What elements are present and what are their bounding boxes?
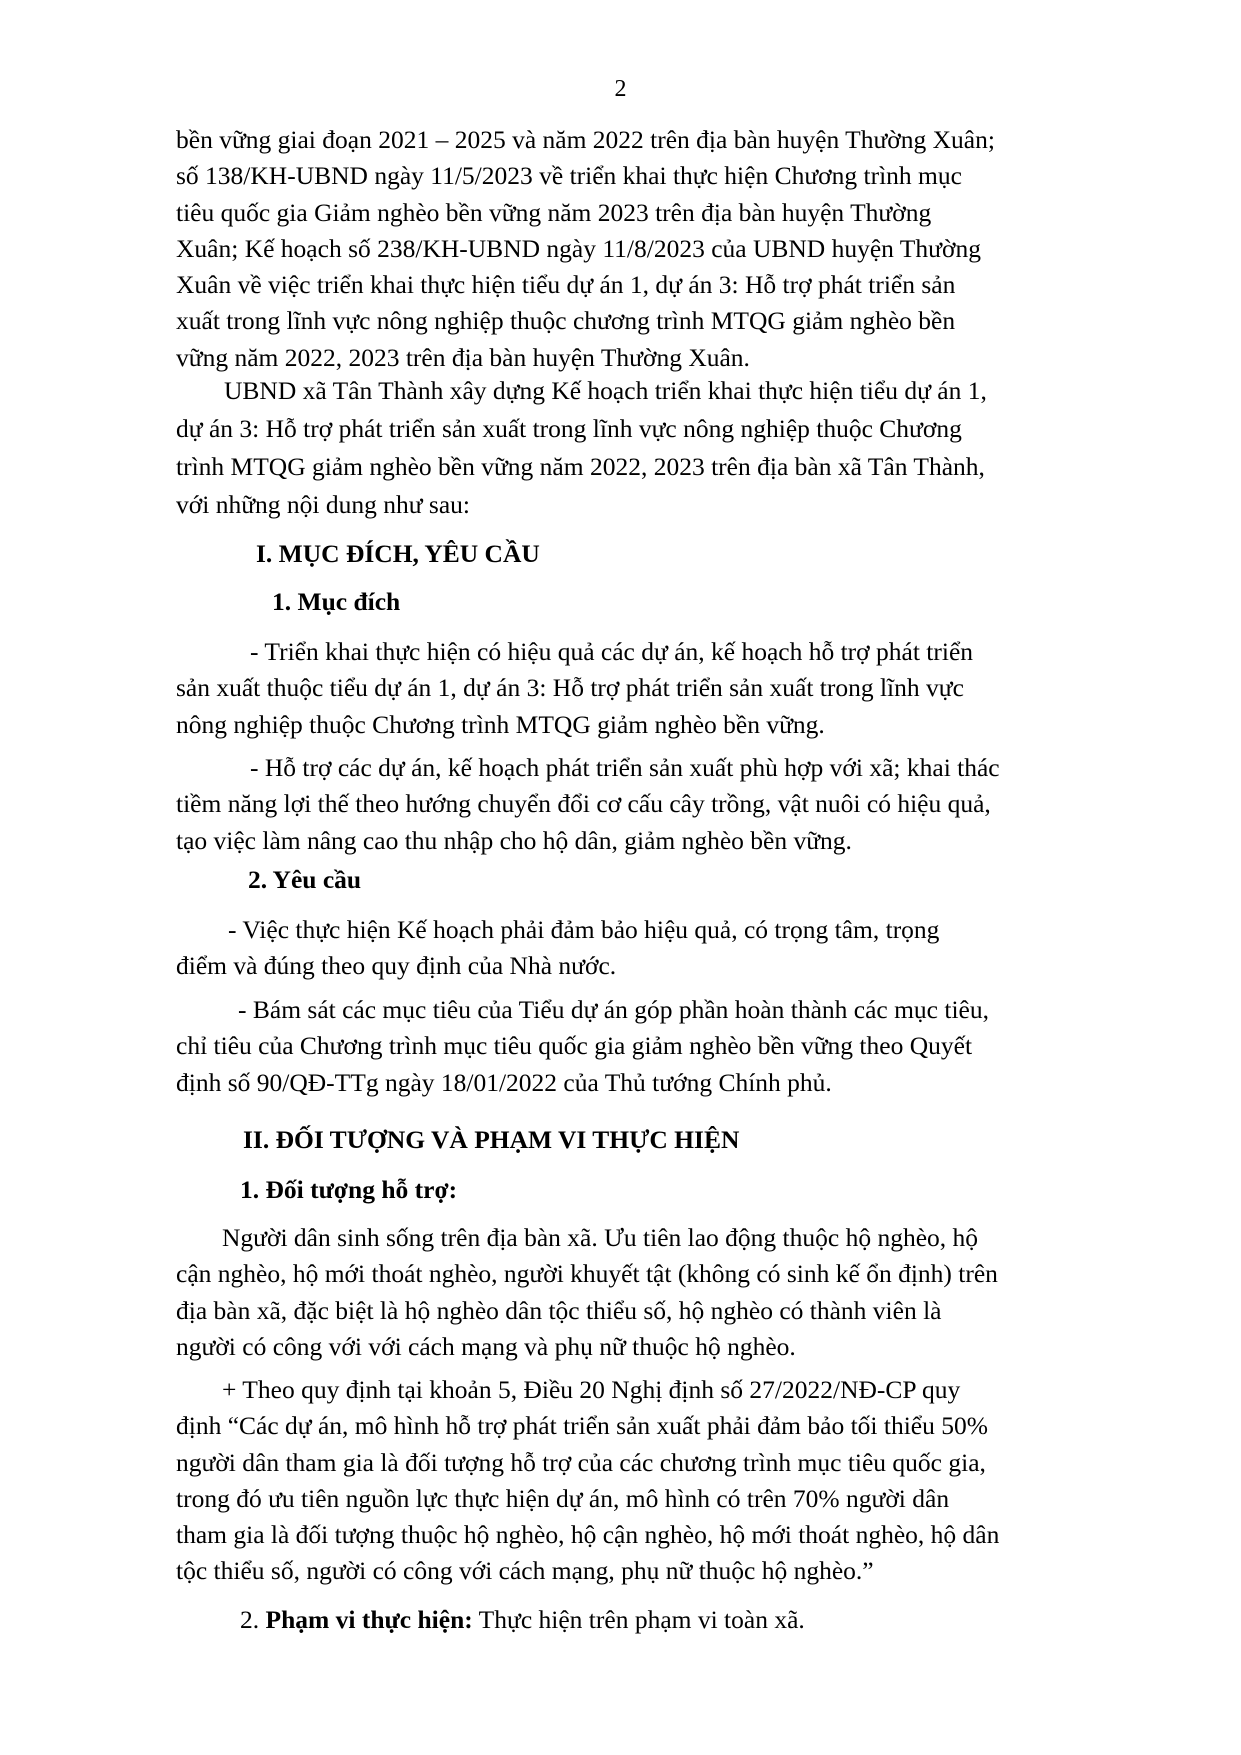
yeu-cau-heading: 2. Yêu cầu — [248, 865, 362, 894]
text-line: xuất trong lĩnh vực nông nghiệp thuộc chương trình MTQG giảm nghèo bền — [176, 306, 956, 336]
text-line: dự án 3: Hỗ trợ phát triển sản xuất trong lĩnh vực nông nghiệp thuộc Chương — [176, 414, 962, 443]
text-line: trình MTQG giảm nghèo bền vững năm 2022, 2023 trên địa bàn xã Tân Thành, — [176, 452, 985, 481]
text-line: người dân tham gia là đối tượng hỗ trợ của các chương trình mục tiêu quốc gia, — [176, 1447, 986, 1477]
muc-dich-heading: 1. Mục đích — [272, 587, 401, 616]
text-line: UBND xã Tân Thành xây dựng Kế hoạch triển khai thực hiện tiểu dự án 1, — [224, 376, 987, 405]
muc-dich-paragraph-1 — [176, 634, 1112, 743]
text-line: trong đó ưu tiên nguồn lực thực hiện dự án, mô hình có trên 70% người dân — [176, 1483, 950, 1513]
yeu-cau-paragraph-2 — [176, 992, 1112, 1101]
doi-tuong-paragraph-2 — [176, 1372, 1112, 1590]
text-line: - Triển khai thực hiện có hiệu quả các dự án, kế hoạch hỗ trợ phát triển — [250, 637, 974, 666]
text-line: tộc thiểu số, người có công với cách mạng, phụ nữ thuộc hộ nghèo.” — [176, 1556, 874, 1586]
section-2-heading: II. ĐỐI TƯỢNG VÀ PHẠM VI THỰC HIỆN — [243, 1125, 740, 1154]
text-line: sản xuất thuộc tiểu dự án 1, dự án 3: Hỗ trợ phát triển sản xuất trong lĩnh vực — [176, 673, 964, 703]
text-line: điểm và đúng theo quy định của Nhà nước. — [176, 951, 617, 981]
text-line: tạo việc làm nâng cao thu nhập cho hộ dân, giảm nghèo bền vững. — [176, 825, 852, 855]
doi-tuong-paragraph-1 — [176, 1220, 1112, 1365]
text-line: cận nghèo, hộ mới thoát nghèo, người khuyết tật (không có sinh kế ổn định) trên — [176, 1259, 998, 1289]
text-line: định số 90/QĐ-TTg ngày 18/01/2022 của Thủ tướng Chính phủ. — [176, 1067, 832, 1097]
text-line: - Bám sát các mục tiêu của Tiểu dự án góp phần hoàn thành các mục tiêu, — [238, 995, 989, 1024]
text-line: + Theo quy định tại khoản 5, Điều 20 Nghị định số 27/2022/NĐ-CP quy — [222, 1375, 961, 1404]
muc-dich-paragraph-2 — [176, 750, 1112, 859]
text-line: nông nghiệp thuộc Chương trình MTQG giảm nghèo bền vững. — [176, 709, 825, 739]
text-line: tham gia là đối tượng thuộc hộ nghèo, hộ cận nghèo, hộ mới thoát nghèo, hộ dân — [176, 1520, 1000, 1550]
text-line: Xuân; Kế hoạch số 238/KH-UBND ngày 11/8/2023 của UBND huyện Thường — [176, 233, 981, 263]
section-1-heading: I. MỤC ĐÍCH, YÊU CẦU — [256, 539, 540, 568]
text-line: bền vững giai đoạn 2021 – 2025 và năm 2022 trên địa bàn huyện Thường Xuân; — [176, 125, 995, 154]
text-line: địa bàn xã, đặc biệt là hộ nghèo dân tộc thiểu số, hộ nghèo có thành viên là — [176, 1295, 942, 1325]
pham-vi-number: 2. — [240, 1605, 266, 1634]
text-line: chỉ tiêu của Chương trình mục tiêu quốc gia giảm nghèo bền vững theo Quyết — [176, 1031, 973, 1061]
text-line: số 138/KH-UBND ngày 11/5/2023 về triển khai thực hiện Chương trình mục — [176, 161, 962, 191]
text-line: - Việc thực hiện Kế hoạch phải đảm bảo hiệu quả, có trọng tâm, trọng — [228, 915, 940, 944]
text-line: Xuân về việc triển khai thực hiện tiểu dự án 1, dự án 3: Hỗ trợ phát triển sản — [176, 270, 956, 300]
text-line: vững năm 2022, 2023 trên địa bàn huyện Thường Xuân. — [176, 342, 750, 372]
page-number: 2 — [614, 76, 627, 102]
text-line: Người dân sinh sống trên địa bàn xã. Ưu tiên lao động thuộc hộ nghèo, hộ — [222, 1223, 979, 1252]
doi-tuong-heading: 1. Đối tượng hỗ trợ: — [240, 1175, 458, 1204]
intro-paragraph — [176, 122, 1112, 376]
ubnd-paragraph — [176, 372, 1112, 524]
yeu-cau-paragraph-1 — [176, 912, 1112, 985]
pham-vi-text: Thực hiện trên phạm vi toàn xã. — [472, 1605, 805, 1634]
pham-vi-paragraph — [240, 1602, 1110, 1638]
text-line: định “Các dự án, mô hình hỗ trợ phát triển sản xuất phải đảm bảo tối thiểu 50% — [176, 1411, 988, 1441]
text-line: - Hỗ trợ các dự án, kế hoạch phát triển sản xuất phù hợp với xã; khai thác — [250, 753, 1000, 782]
text-line: với những nội dung như sau: — [176, 490, 470, 519]
pham-vi-label: Phạm vi thực hiện: — [265, 1605, 473, 1634]
text-line: tiêu quốc gia Giảm nghèo bền vững năm 2023 trên địa bàn huyện Thường — [176, 197, 932, 227]
text-line: tiềm năng lợi thế theo hướng chuyển đổi cơ cấu cây trồng, vật nuôi có hiệu quả, — [176, 789, 991, 819]
text-line: người có công với với cách mạng và phụ nữ thuộc hộ nghèo. — [176, 1331, 796, 1361]
